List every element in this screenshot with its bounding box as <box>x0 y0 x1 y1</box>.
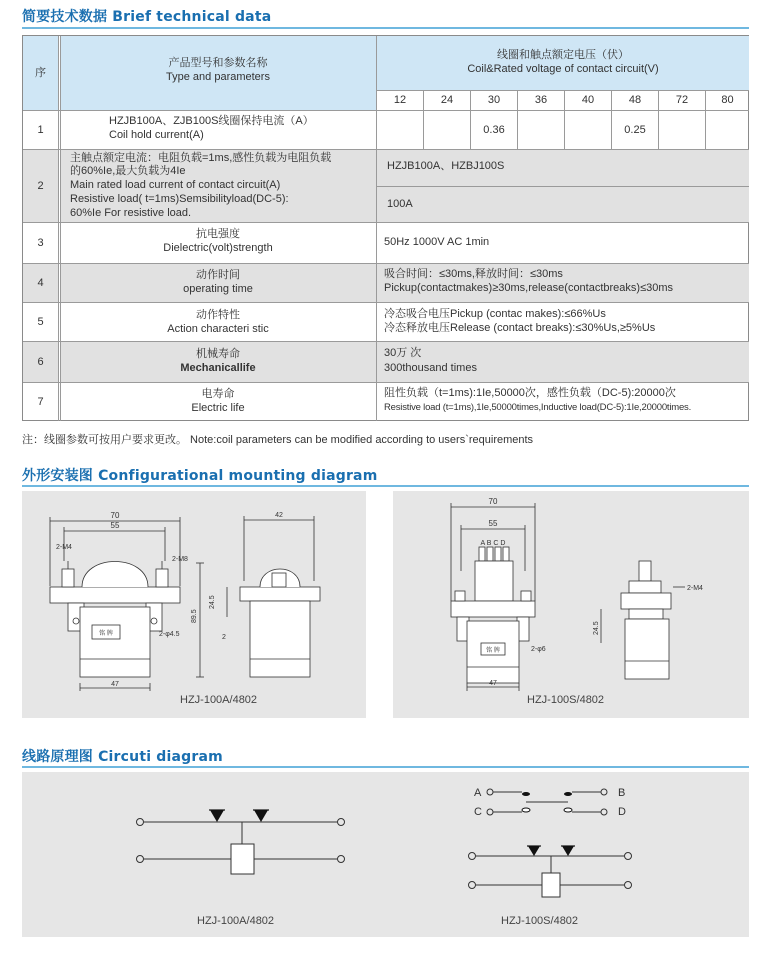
footnote: 注：线圈参数可按用户要求更改。 Note:coil parameters can be modified according to users`requirements <box>22 434 534 446</box>
terminal-label: B <box>618 787 626 799</box>
mounting-caption-left: HZJ-100A/4802 <box>180 694 258 706</box>
dim-label: 2-φ6 <box>531 646 546 653</box>
diode-icon <box>210 810 224 822</box>
mounting-panel-left <box>22 491 366 718</box>
header-voltage-en: Coil&Rated voltage of contact circuit(V) <box>467 62 659 75</box>
voltage-cell: 72 <box>675 94 689 106</box>
mounting-drawing-100s <box>393 491 749 718</box>
row-name-cn: 电寿命 <box>201 387 235 400</box>
section-divider <box>22 27 749 29</box>
section-divider <box>22 766 749 768</box>
dim-label: 70 <box>488 497 498 506</box>
dim-label: 47 <box>489 680 497 687</box>
row-number: 1 <box>37 123 44 136</box>
row-value: 冷态释放电压Release (contact breaks):≤30%Us,≥5%Us <box>384 322 656 334</box>
dim-label: 42 <box>275 512 283 519</box>
dim-label: 2-φ4.5 <box>159 631 180 638</box>
circuit-caption-right: HZJ-100S/4802 <box>501 915 579 927</box>
row-name-en: operating time <box>183 282 253 295</box>
dim-label: 24.5 <box>209 595 216 609</box>
header-voltage-cn: 线圈和触点额定电压（伏） <box>497 48 629 61</box>
row-number: 6 <box>37 355 44 368</box>
dim-label: 2-M4 <box>687 585 703 592</box>
dim-label: 70 <box>110 511 120 520</box>
row-name-cn: 动作特性 <box>196 308 240 321</box>
section-title-tech: 简要技术数据 Brief technical data <box>22 9 272 25</box>
row-number: 5 <box>37 315 44 328</box>
circuit-panel <box>22 772 749 937</box>
row-value: HZJB100A、HZBJ100S <box>387 160 505 172</box>
diode-icon <box>562 846 574 856</box>
row-value: 吸合时间：≤30ms,释放时间：≤30ms <box>384 268 563 280</box>
dim-label: 47 <box>111 681 119 688</box>
row-number: 7 <box>37 395 44 408</box>
dim-label: 24.5 <box>593 621 600 635</box>
row-name-cn: 机械寿命 <box>196 347 240 360</box>
terminal-label: A <box>474 787 482 799</box>
row-value: 冷态吸合电压Pickup (contac makes):≤66%Us <box>384 308 606 320</box>
voltage-cell: 12 <box>393 94 407 106</box>
row-name-line: Main rated load current of contact circuit(A) <box>70 179 281 191</box>
header-no: 序 <box>35 66 46 79</box>
mounting-panel-right <box>393 491 749 718</box>
coil-current-30v: 0.36 <box>483 123 505 136</box>
voltage-cell: 36 <box>534 94 548 106</box>
dim-label: 2-M4 <box>56 544 72 551</box>
diode-icon <box>528 846 540 856</box>
dim-label: 2-M8 <box>172 556 188 563</box>
row-name-en: Electric life <box>191 401 245 414</box>
row-value: Pickup(contactmakes)≥30ms,release(contactbreaks)≤30ms <box>384 282 674 294</box>
row-value: Resistive load (t=1ms),1Ie,50000times,Inductive load(DC-5):1Ie,20000times. <box>384 402 692 413</box>
dim-label: 2 <box>222 634 226 641</box>
row-name-line: 60%Ie For resistive load. <box>70 207 192 219</box>
row-number: 4 <box>37 276 44 289</box>
row-name-cn: 动作时间 <box>196 268 240 281</box>
diode-icon <box>254 810 268 822</box>
row-name-en: Action characteri stic <box>167 322 269 335</box>
row-name-en: Dielectric(volt)strength <box>163 241 273 254</box>
row-value: 300thousand times <box>384 362 477 374</box>
row-name-en: Mechanicallife <box>180 361 256 374</box>
dim-label: 55 <box>110 521 120 530</box>
circuit-caption-left: HZJ-100A/4802 <box>197 915 275 927</box>
section-title-circuit: 线路原理图 Circuti diagram <box>22 749 223 765</box>
voltage-cell: 24 <box>440 94 454 106</box>
row-name-line: 主触点额定电流：电阻负载=1ms,感性负载为电阻负载 <box>70 152 332 164</box>
dim-label: A B C D <box>480 540 506 547</box>
mounting-caption-right: HZJ-100S/4802 <box>527 694 605 706</box>
nameplate-label: 铭 牌 <box>486 648 500 654</box>
header-type-cn: 产品型号和参数名称 <box>168 56 268 69</box>
row-value: 50Hz 1000V AC 1min <box>384 236 490 248</box>
row-name-en: Coil hold current(A) <box>109 129 204 141</box>
row-number: 2 <box>37 179 44 192</box>
dim-label: 55 <box>488 519 498 528</box>
section-divider <box>22 485 749 487</box>
section-title-mounting: 外形安装图 Configurational mounting diagram <box>22 468 378 484</box>
nameplate-label: 铭 牌 <box>99 631 113 637</box>
terminal-label: C <box>474 806 482 818</box>
row-name-cn: 抗电强度 <box>196 227 240 240</box>
row-number: 3 <box>37 236 44 249</box>
dim-label: 89.5 <box>191 609 198 623</box>
terminal-label: D <box>618 806 626 818</box>
header-type-en: Type and parameters <box>166 70 270 83</box>
row-value: 30万 次 <box>384 347 422 359</box>
voltage-cell: 30 <box>487 94 501 106</box>
spec-table <box>22 35 749 421</box>
circuit-drawing <box>22 772 749 937</box>
row-name-cn: HZJB100A、ZJB100S线圈保持电流（A） <box>109 115 314 127</box>
voltage-cell: 80 <box>721 94 734 106</box>
row-value: 阻性负载（t=1ms):1Ie,50000次，感性负载（DC-5):20000次 <box>384 387 676 399</box>
mounting-drawing-100a <box>22 491 366 718</box>
voltage-cell: 48 <box>628 94 642 106</box>
coil-current-48v: 0.25 <box>624 123 646 136</box>
voltage-cell: 40 <box>581 94 595 106</box>
row-value: 100A <box>387 198 413 210</box>
row-name-line: 的60%Ie,最大负载为4Ie <box>70 165 186 177</box>
row-name-line: Resistive load( t=1ms)Semsibilityload(DC-5): <box>70 193 289 205</box>
